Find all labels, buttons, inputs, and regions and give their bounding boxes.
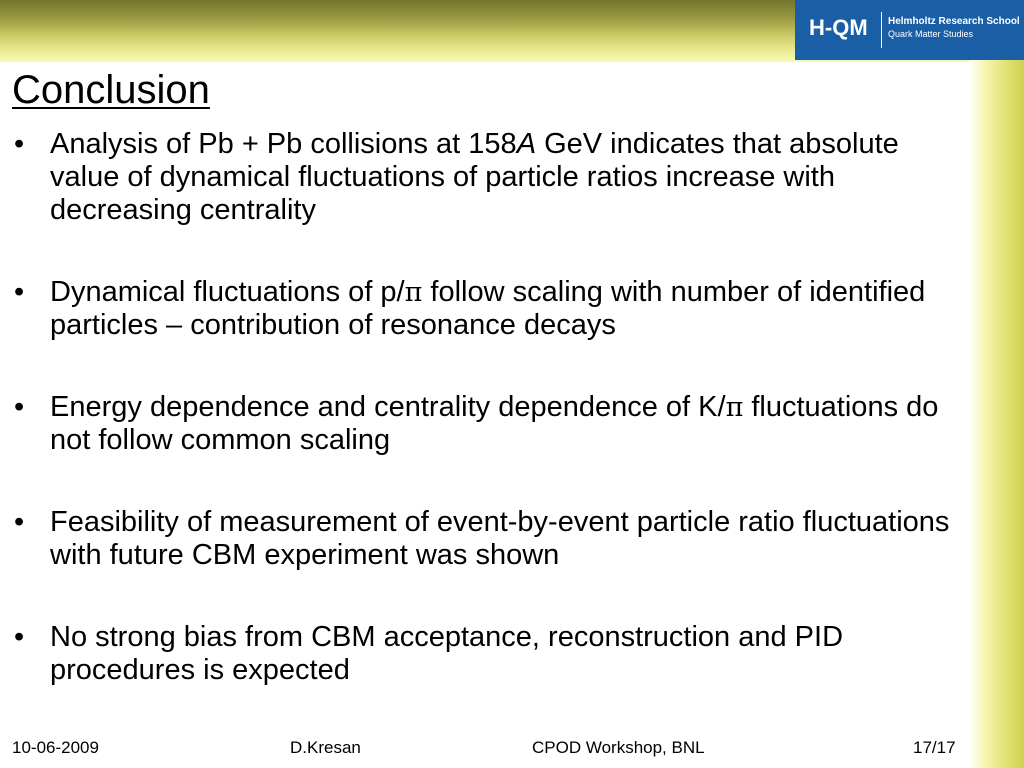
bullet-item: [12, 391, 957, 457]
slide-title: Conclusion: [12, 68, 210, 112]
bullet-text: No strong bias from CBM acceptance, reconstruction and PID procedures is expected: [50, 621, 844, 686]
logo-main-text: H-QM: [809, 15, 868, 40]
conclusion-list: [12, 128, 957, 736]
bullet-item: [12, 128, 957, 227]
bullet-text: GeV indicates that absolute value of dynamical fluctuations of particle ratios increase with decreasing centrality: [50, 128, 899, 226]
side-band: [969, 60, 1024, 768]
logo-school-subtitle: Quark Matter Studies: [888, 29, 974, 39]
bullet-text: fluctuations do not follow common scaling: [50, 391, 939, 456]
bullet-text: Feasibility of measurement of event-by-event particle ratio fluctuations with future CBM experiment was shown: [50, 506, 950, 571]
pi-symbol: π: [725, 392, 744, 423]
footer-date: 10-06-2009: [12, 738, 99, 757]
logo-divider: [881, 12, 882, 48]
bullet-item: [12, 621, 957, 687]
bullet-item: [12, 276, 957, 342]
bullet-item: [12, 506, 957, 572]
footer-event: CPOD Workshop, BNL: [532, 738, 705, 757]
pi-symbol: π: [404, 277, 423, 308]
bullet-text: Dynamical fluctuations of p/: [50, 276, 405, 308]
hqm-logo: [795, 0, 1024, 60]
footer-author: D.Kresan: [290, 738, 361, 757]
bullet-text: Energy dependence and centrality dependence of K/: [50, 391, 726, 423]
footer-page-number: 17/17: [913, 738, 956, 757]
mass-number-symbol: A: [516, 128, 537, 160]
logo-school-name: Helmholtz Research School: [888, 16, 1020, 27]
bullet-text: follow scaling with number of identified particles – contribution of resonance decays: [50, 276, 926, 341]
bullet-text: Analysis of Pb + Pb collisions at 158: [50, 128, 517, 160]
